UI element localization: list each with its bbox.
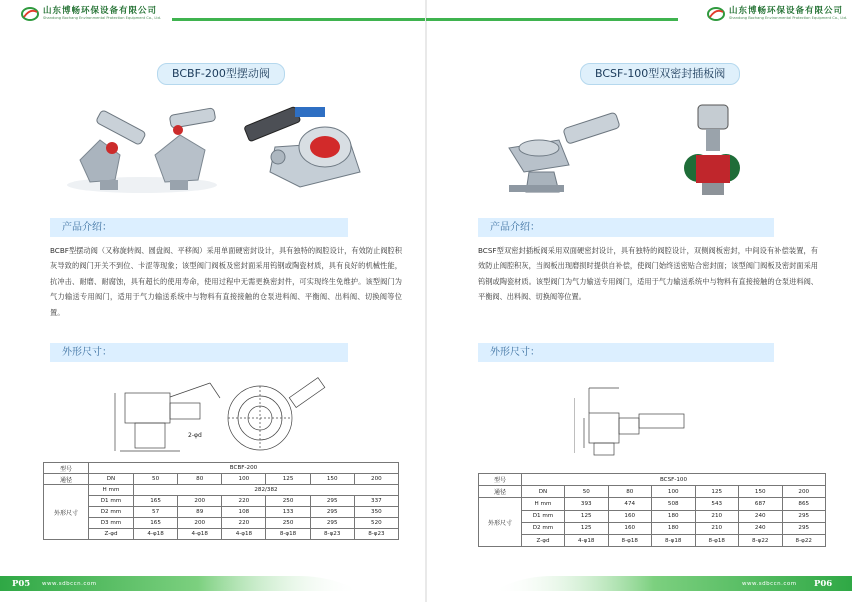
row-label: D1 mm — [522, 510, 565, 522]
group-label: 外形尺寸 — [44, 485, 89, 540]
product-photo-1 — [484, 100, 634, 198]
page-number: P05 — [12, 579, 31, 589]
table-cell: 295 — [310, 496, 354, 507]
company-name-en: Shandong Bochang Environmental Protection Equipment Co., Ltd. — [43, 16, 162, 21]
row-label: D2 mm — [522, 522, 565, 534]
row-label: H mm — [522, 498, 565, 510]
bore-cell: 150 — [739, 486, 783, 498]
bore-cell: 200 — [354, 474, 398, 485]
table-cell-merged: 282/382 — [134, 485, 399, 496]
product-title: BCSF-100型双密封插板阀 — [580, 63, 740, 85]
table-cell: 250 — [266, 518, 310, 529]
table-cell: 210 — [695, 522, 739, 534]
bore-cell: 80 — [178, 474, 222, 485]
table-cell: 200 — [178, 496, 222, 507]
bore-cell: 125 — [266, 474, 310, 485]
table-cell: 8-φ18 — [608, 534, 652, 546]
page-number: P06 — [814, 579, 833, 589]
intro-heading: 产品介绍： — [478, 218, 774, 237]
table-cell: 165 — [134, 518, 178, 529]
table-cell: 180 — [652, 510, 696, 522]
table-cell: 520 — [354, 518, 398, 529]
bore-cell: 80 — [608, 486, 652, 498]
table-cell: 474 — [608, 498, 652, 510]
product-photo-2 — [240, 102, 375, 192]
model-label: 型号 — [44, 463, 89, 474]
table-cell: 200 — [178, 518, 222, 529]
bore-label: 通径 — [44, 474, 89, 485]
product-photo-1 — [60, 100, 225, 195]
dimension-drawing — [574, 378, 694, 460]
table-cell: 89 — [178, 507, 222, 518]
table-cell: 295 — [310, 518, 354, 529]
dimension-drawing — [110, 373, 340, 461]
table-cell: 220 — [222, 496, 266, 507]
table-cell: 108 — [222, 507, 266, 518]
model-value: BCBF-200 — [89, 463, 399, 474]
dims-heading: 外形尺寸： — [50, 343, 348, 362]
bore-unit: DN — [89, 474, 134, 485]
table-cell: 220 — [222, 518, 266, 529]
table-cell: 180 — [652, 522, 696, 534]
company-logo — [20, 6, 161, 22]
website-url: www.sdbccn.com — [42, 581, 97, 587]
table-cell: 165 — [134, 496, 178, 507]
product-title: BCBF-200型摆动阀 — [157, 63, 285, 85]
intro-text: BCSF型双密封插板阀采用双面硬密封设计，具有独特的阀腔设计，双侧阀板密封，中间设有补偿装置，有效防止阀腔积灰，当阀板出现磨损时提供自补偿，使阀门始终送密贴合密封面；该型阀门阀板及密封面采用钨钢或陶瓷材质。该型阀门为气力输送专用阀门，适用于气力输送系统中与物料有直接接触的仓泵进料阀、平衡阀、出料阀、切换阀等位置。 — [478, 246, 818, 302]
table-cell: 295 — [310, 507, 354, 518]
right-page — [426, 0, 852, 602]
table-cell: 4-φ18 — [134, 529, 178, 540]
table-cell: 8-φ23 — [354, 529, 398, 540]
table-cell: 295 — [782, 522, 826, 534]
company-name-en: Shandong Bochang Environmental Protection Equipment Co., Ltd. — [729, 16, 848, 21]
table-cell: 4-φ18 — [565, 534, 609, 546]
bore-cell: 125 — [695, 486, 739, 498]
company-logo-icon — [20, 6, 40, 22]
table-cell: 543 — [695, 498, 739, 510]
model-label: 型号 — [479, 474, 522, 486]
intro-heading: 产品介绍： — [50, 218, 348, 237]
table-cell: 865 — [782, 498, 826, 510]
table-cell: 687 — [739, 498, 783, 510]
website-url: www.sdbccn.com — [742, 581, 797, 587]
product-photo-2 — [676, 100, 746, 198]
table-cell: 133 — [266, 507, 310, 518]
company-name-cn: 山东博畅环保设备有限公司 — [729, 5, 844, 16]
table-cell: 250 — [266, 496, 310, 507]
row-label: Z-φd — [89, 529, 134, 540]
table-cell: 240 — [739, 510, 783, 522]
table-cell: 295 — [782, 510, 826, 522]
table-cell: 8-φ18 — [266, 529, 310, 540]
row-label: D3 mm — [89, 518, 134, 529]
table-cell: 393 — [565, 498, 609, 510]
table-cell: 4-φ18 — [222, 529, 266, 540]
table-cell: 160 — [608, 510, 652, 522]
company-name-cn: 山东博畅环保设备有限公司 — [43, 5, 158, 16]
bolt-hole-label: 2-φd — [188, 432, 202, 439]
company-logo-icon — [706, 6, 726, 22]
table-cell: 8-φ23 — [310, 529, 354, 540]
model-value: BCSF-100 — [522, 474, 826, 486]
bore-unit: DN — [522, 486, 565, 498]
table-cell: 508 — [652, 498, 696, 510]
bore-cell: 50 — [565, 486, 609, 498]
table-cell: 160 — [608, 522, 652, 534]
spec-table — [478, 473, 826, 547]
company-logo — [706, 6, 847, 22]
row-label: D2 mm — [89, 507, 134, 518]
table-cell: 125 — [565, 510, 609, 522]
table-cell: 57 — [134, 507, 178, 518]
row-label: D1 mm — [89, 496, 134, 507]
group-label: 外形尺寸 — [479, 498, 522, 547]
bore-cell: 100 — [652, 486, 696, 498]
bore-cell: 200 — [782, 486, 826, 498]
dims-heading: 外形尺寸： — [478, 343, 774, 362]
bore-cell: 150 — [310, 474, 354, 485]
table-cell: 8-φ22 — [739, 534, 783, 546]
table-cell: 4-φ18 — [178, 529, 222, 540]
table-cell: 125 — [565, 522, 609, 534]
bore-cell: 100 — [222, 474, 266, 485]
intro-text: BCBF型摆动阀（又称旋转阀、圆盘阀、平移阀）采用单面硬密封设计，具有独特的阀腔设计，有效防止阀腔积灰导致的阀门开关不到位、卡涩等现象；该型阀门阀板及密封面采用钨钢或陶瓷材质，具有良好的机械性能，抗冲击、耐磨、耐腐蚀，具有超长的使用寿命，使用过程中无需更换密封件，可实现终生免维护。该型阀门为气力输送专用阀门，适用于气力输送系统中与物料有直接接触的仓泵进料阀、平衡阀、出料阀、切换阀等位置。 — [50, 246, 402, 317]
header-rule — [172, 18, 426, 21]
table-cell: 8-φ22 — [782, 534, 826, 546]
table-cell: 8-φ18 — [652, 534, 696, 546]
table-cell: 350 — [354, 507, 398, 518]
bore-cell: 50 — [134, 474, 178, 485]
table-cell: 210 — [695, 510, 739, 522]
header-rule — [426, 18, 678, 21]
row-label: H mm — [89, 485, 134, 496]
table-cell: 8-φ18 — [695, 534, 739, 546]
row-label: Z-φd — [522, 534, 565, 546]
spec-table — [43, 462, 399, 540]
table-cell: 337 — [354, 496, 398, 507]
bore-label: 通径 — [479, 486, 522, 498]
table-cell: 240 — [739, 522, 783, 534]
